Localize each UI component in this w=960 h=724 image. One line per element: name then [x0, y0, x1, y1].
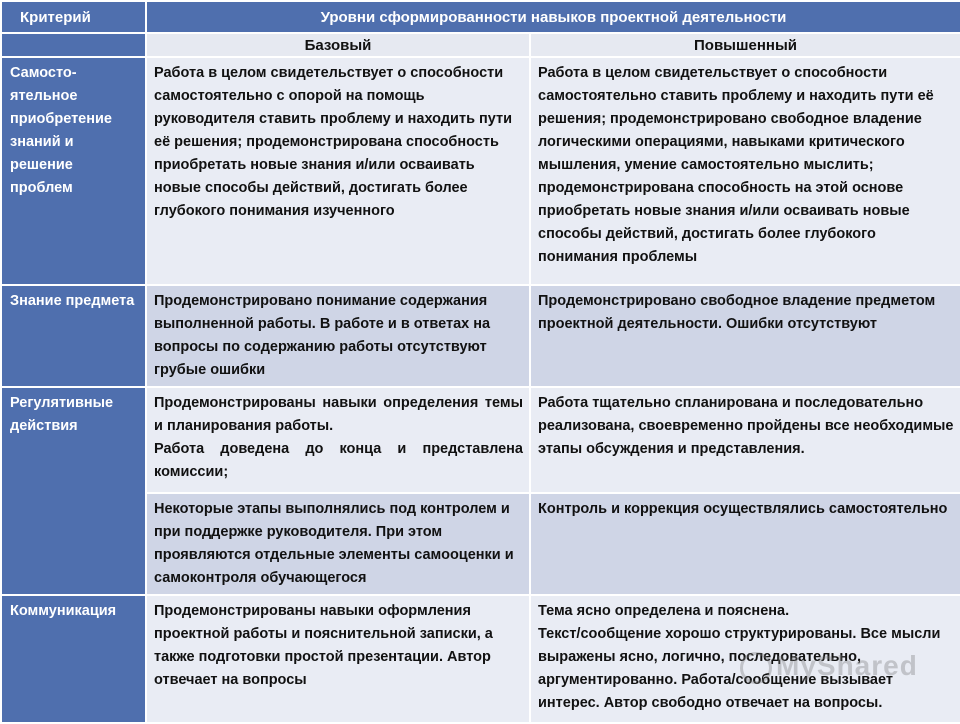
- row-advanced-cell: [530, 493, 960, 595]
- cell-text: Продемонстрированы навыки определения темы и планирования работы.: [154, 395, 523, 434]
- header-basic: Базовый: [146, 33, 530, 57]
- cell-text: Работа в целом свидетельствует о способности самостоятельно ставить проблему и находить пути её решения; продемонстрировано свободное владение логическими операциями, навыками критического мышления, умение самостоятельно мыслить; продемонстрирована способность на этой основе приобретать новые знания и/или осваивать новые способы действий, достигать более глубокого понимания проблемы: [538, 65, 934, 265]
- cell-text: Текст/сообщение хорошо структурированы. Все мысли выражены ясно, логично, последовательно, аргументированно. Работа/сообщение вызывает интерес. Автор свободно отвечает на вопросы.: [538, 626, 941, 711]
- header-criterion: Критерий: [1, 1, 146, 33]
- row-criterion: Знание предмета: [1, 285, 146, 387]
- row-advanced-cell: [530, 387, 960, 493]
- cell-text: Работа доведена до конца и представлена комиссии;: [154, 441, 523, 480]
- row-advanced-cell: [530, 57, 960, 285]
- row-basic-cell: [146, 57, 530, 285]
- row-basic-cell: [146, 493, 530, 595]
- row-criterion: Самосто-ятельное приобретение знаний и решение проблем: [1, 57, 146, 285]
- row-criterion: Коммуникация: [1, 595, 146, 723]
- cell-text: Работа тщательно спланирована и последовательно реализована, своевременно пройдены все необходимые этапы обсуждения и представления.: [538, 395, 954, 457]
- cell-text: Продемонстрированы навыки оформления проектной работы и пояснительной записки, а также подготовки простой презентации. Автор отвечает на вопросы: [154, 603, 493, 688]
- table-row: [1, 57, 960, 285]
- row-advanced-cell: [530, 285, 960, 387]
- cell-text: Продемонстрировано свободное владение предметом проектной деятельности. Ошибки отсутствуют: [538, 293, 936, 332]
- cell-text: Контроль и коррекция осуществлялись самостоятельно: [538, 501, 948, 517]
- row-criterion: Регулятивные действия: [1, 387, 146, 595]
- cell-text: Тема ясно определена и пояснена.: [538, 603, 790, 619]
- header-levels: Уровни сформированности навыков проектной деятельности: [146, 1, 960, 33]
- header-advanced: Повышенный: [530, 33, 960, 57]
- cell-text: Продемонстрировано понимание содержания выполненной работы. В работе и в ответах на вопросы по содержанию работы отсутствуют грубые ошибки: [154, 293, 491, 378]
- table-row: [1, 595, 960, 723]
- cell-text: Некоторые этапы выполнялись под контролем и при поддержке руководителя. При этом проявляются отдельные элементы самооценки и самоконтроля обучающегося: [154, 501, 514, 586]
- cell-text: Работа в целом свидетельствует о способности самостоятельно с опорой на помощь руководителя ставить проблему и находить пути её решения; продемонстрирована способность приобретать новые знания и/или осваивать новые способы действий, достигать более глубокого понимания изученного: [154, 65, 513, 219]
- table-row: [1, 285, 960, 387]
- row-advanced-cell: [530, 595, 960, 723]
- row-basic-cell: [146, 285, 530, 387]
- row-basic-cell: [146, 595, 530, 723]
- header-criterion-spacer: [1, 33, 146, 57]
- table-row: [1, 387, 960, 493]
- row-basic-cell: [146, 387, 530, 493]
- watermark-text: MyShared: [776, 650, 918, 681]
